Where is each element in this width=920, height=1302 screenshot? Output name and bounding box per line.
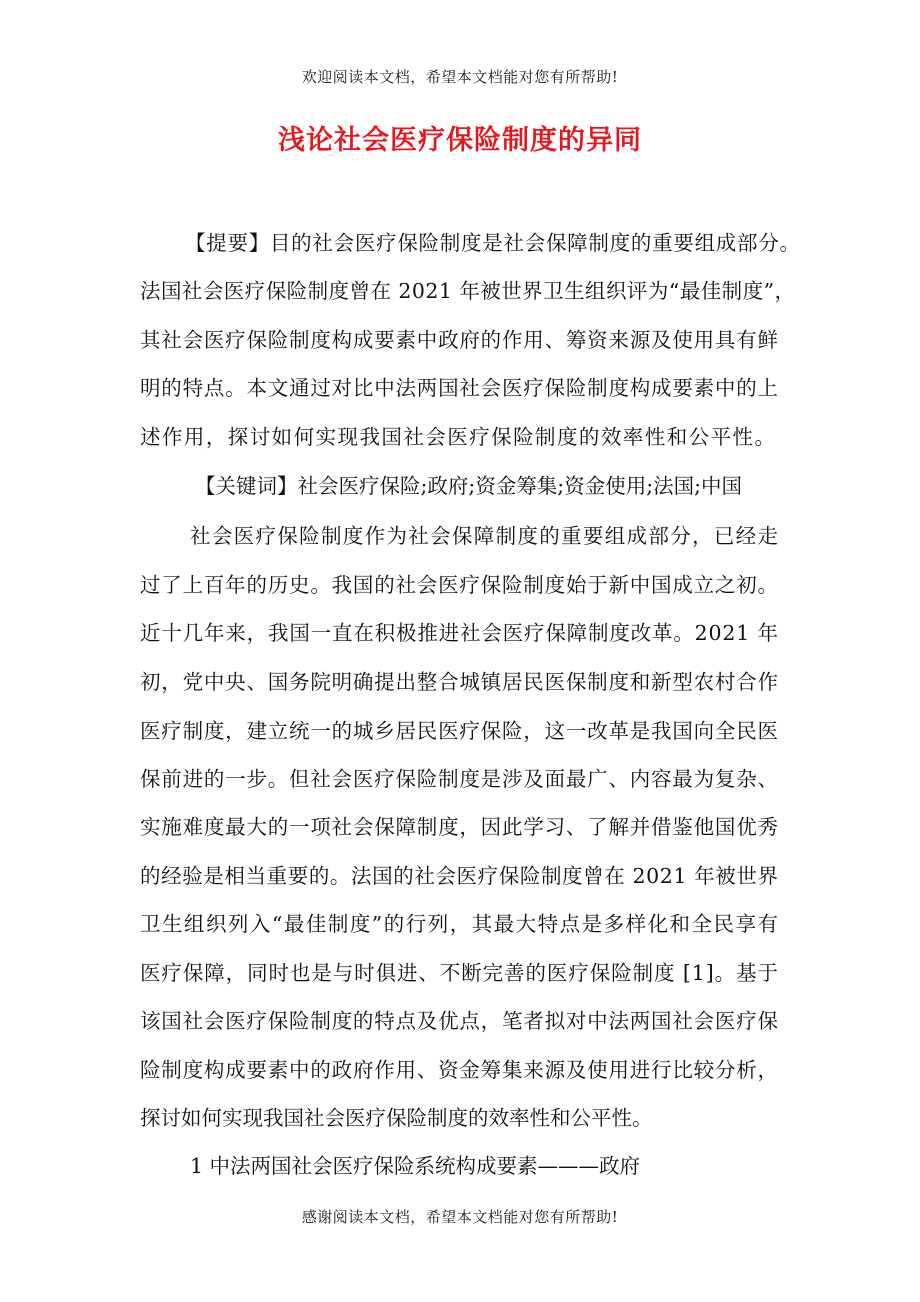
- body-line-text: 险制度构成要素中的政府作用、资金筹集来源及使用进行比较分析，: [140, 1058, 779, 1082]
- body-line: [0, 1055, 920, 1085]
- body-line-text: 该国社会医疗保险制度的特点及优点，笔者拟对中法两国社会医疗保: [140, 1009, 779, 1033]
- body-line-text: 法国社会医疗保险制度曾在 2021 年被世界卫生组织评为“最佳制度”，: [140, 279, 796, 303]
- body-line: [0, 958, 920, 988]
- body-line-text: 明的特点。本文通过对比中法两国社会医疗保险制度构成要素中的上: [140, 376, 779, 400]
- body-line: [0, 1006, 920, 1036]
- body-line: [0, 373, 920, 403]
- page-footer-note: 感谢阅读本文档，希望本文档能对您有所帮助!: [301, 1208, 619, 1226]
- body-line: [0, 861, 920, 891]
- body-line-text: 其社会医疗保险制度构成要素中政府的作用、筹资来源及使用具有鲜: [140, 328, 779, 352]
- body-line-text: 的经验是相当重要的。法国的社会医疗保险制度曾在 2021 年被世界: [140, 864, 779, 888]
- body-line-text: 1 中法两国社会医疗保险系统构成要素———政府: [190, 1154, 641, 1178]
- body-line: [0, 618, 920, 648]
- body-line: [0, 1103, 920, 1133]
- page-header-note: 欢迎阅读本文档，希望本文档能对您有所帮助!: [301, 68, 619, 86]
- body-line: [0, 422, 920, 452]
- body-line: [0, 325, 920, 355]
- body-line-text: 保前进的一步。但社会医疗保险制度是涉及面最广、内容最为复杂、: [140, 767, 779, 791]
- body-line: [0, 570, 920, 600]
- body-line: [0, 764, 920, 794]
- body-line: [0, 471, 920, 501]
- document-title: 浅论社会医疗保险制度的异同: [278, 125, 642, 156]
- body-line: [0, 228, 920, 258]
- body-line: [0, 716, 920, 746]
- body-line: [0, 667, 920, 697]
- body-line: [0, 521, 920, 551]
- body-line-text: 过了上百年的历史。我国的社会医疗保险制度始于新中国成立之初。: [140, 573, 779, 597]
- body-line-text: 社会医疗保险制度作为社会保障制度的重要组成部分，已经走: [190, 524, 780, 548]
- body-line-text: 医疗制度，建立统一的城乡居民医疗保险，这一改革是我国向全民医: [140, 719, 779, 743]
- body-line-text: 探讨如何实现我国社会医疗保险制度的效率性和公平性。: [140, 1106, 653, 1130]
- body-line-text: 医疗保障，同时也是与时俱进、不断完善的医疗保险制度 [1]。基于: [140, 961, 779, 985]
- body-line-text: 卫生组织列入“最佳制度”的行列，其最大特点是多样化和全民享有: [140, 912, 780, 936]
- body-line: [0, 1151, 920, 1181]
- body-line-text: 近十几年来，我国一直在积极推进社会医疗保障制度改革。2021 年: [140, 621, 779, 645]
- body-line-text: 【关键词】社会医疗保险;政府;资金筹集;资金使用;法国;中国: [195, 474, 743, 498]
- body-line: [0, 909, 920, 939]
- body-line-text: 述作用，探讨如何实现我国社会医疗保险制度的效率性和公平性。: [140, 425, 777, 449]
- body-line-text: 实施难度最大的一项社会保障制度，因此学习、了解并借鉴他国优秀: [140, 815, 779, 839]
- body-line: [0, 812, 920, 842]
- body-line: [0, 276, 920, 306]
- body-line-text: 【提要】目的社会医疗保险制度是社会保障制度的重要组成部分。: [185, 231, 801, 255]
- body-line-text: 初，党中央、国务院明确提出整合城镇居民医保制度和新型农村合作: [140, 670, 779, 694]
